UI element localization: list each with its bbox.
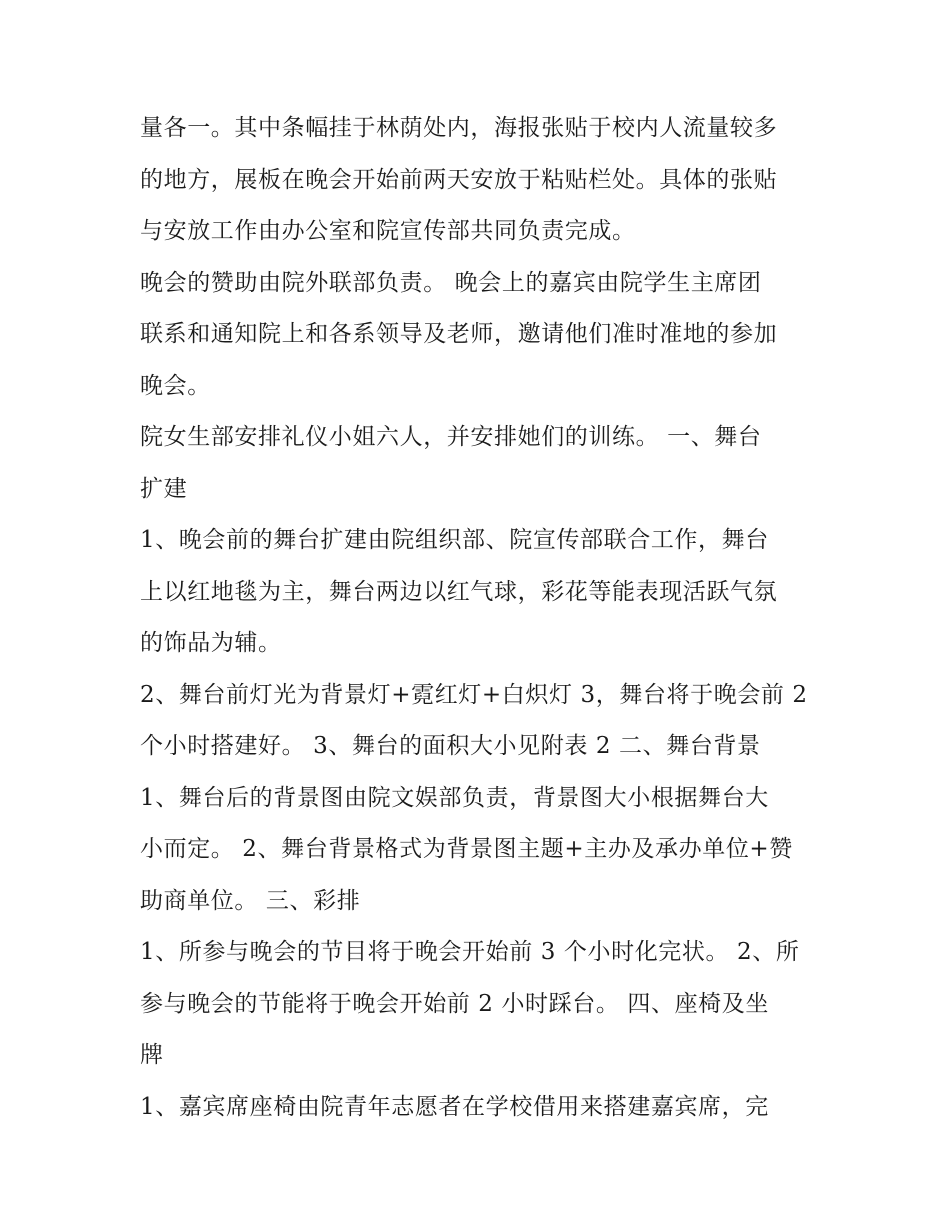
text-line: 牌 — [140, 1042, 164, 1068]
text-line: 个小时搭建好。 3、舞台的面积大小见附表 2 二、舞台背景 — [140, 733, 761, 759]
paragraph-stage-build — [140, 515, 820, 670]
paragraph-sponsorship — [140, 258, 820, 413]
paragraph-etiquette — [140, 412, 820, 515]
text-line: 量各一。其中条幅挂于林荫处内，海报张贴于校内人流量较多 — [140, 115, 778, 141]
paragraph-publicity — [140, 103, 820, 258]
text-line: 扩建 — [140, 475, 188, 502]
text-line: 上以红地毯为主，舞台两边以红气球，彩花等能表现活跃气氛 — [140, 578, 778, 605]
text-line: 晚会的赞助由院外联部负责。 晚会上的嘉宾由院学生主席团 — [140, 269, 762, 296]
text-line: 与安放工作由办公室和院宣传部共同负责完成。 — [140, 218, 636, 244]
text-line: 1、舞台后的背景图由院文娱部负责，背景图大小根据舞台大 — [140, 784, 769, 811]
text-line: 1、嘉宾席座椅由院青年志愿者在学校借用来搭建嘉宾席，完 — [140, 1093, 769, 1120]
paragraph-rehearsal — [140, 927, 820, 1082]
text-line: 小而定。 2、舞台背景格式为背景图主题+主办及承办单位+赞 — [140, 836, 793, 862]
text-line: 2、舞台前灯光为背景灯+霓红灯+白炽灯 3，舞台将于晚会前 2 — [140, 681, 808, 708]
text-line: 院女生部安排礼仪小姐六人，并安排她们的训练。 一、舞台 — [140, 424, 762, 450]
document-body — [140, 103, 820, 1133]
paragraph-stage-background — [140, 773, 820, 928]
text-line: 的地方，展板在晚会开始前两天安放于粘贴栏处。具体的张贴 — [140, 166, 778, 193]
text-line: 的饰品为辅。 — [140, 630, 282, 656]
text-line: 参与晚会的节能将于晚会开始前 2 小时踩台。 四、座椅及坐 — [140, 990, 769, 1017]
text-line: 助商单位。 三、彩排 — [140, 887, 361, 914]
text-line: 1、所参与晚会的节目将于晚会开始前 3 个小时化完状。 2、所 — [140, 939, 800, 965]
text-line: 联系和通知院上和各系领导及老师，邀请他们准时准地的参加 — [140, 321, 778, 347]
text-line: 1、晚会前的舞台扩建由院组织部、院宣传部联合工作，舞台 — [140, 527, 769, 553]
text-line: 晚会。 — [140, 372, 211, 399]
paragraph-stage-lighting — [140, 670, 820, 773]
paragraph-seating — [140, 1082, 820, 1134]
